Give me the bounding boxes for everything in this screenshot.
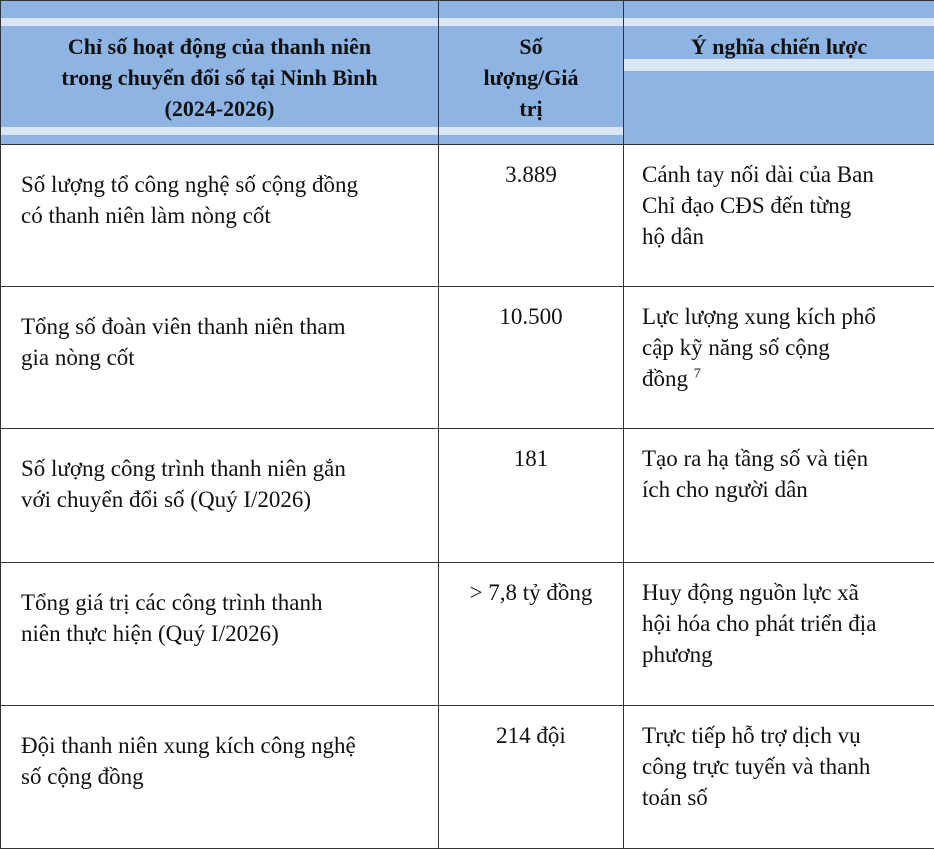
indicator-cell: Đội thanh niên xung kích công nghệ số cộng đồng	[1, 706, 439, 849]
header-indicator: Chỉ số hoạt động của thanh niên trong chuyển đổi số tại Ninh Bình (2024-2026)	[1, 1, 439, 145]
table-row	[1, 706, 934, 849]
value-cell: 3.889	[439, 145, 624, 287]
footnote-marker: 7	[694, 366, 701, 381]
table-row	[1, 563, 934, 706]
value-cell: 181	[439, 429, 624, 563]
indicator-cell: Tổng số đoàn viên thanh niên tham gia nòng cốt	[1, 287, 439, 429]
value-cell: > 7,8 tỷ đồng	[439, 563, 624, 706]
meaning-cell: Trực tiếp hỗ trợ dịch vụ công trực tuyến và thanh toán số	[624, 706, 934, 849]
indicator-cell: Tổng giá trị các công trình thanh niên thực hiện (Quý I/2026)	[1, 563, 439, 706]
value-cell: 10.500	[439, 287, 624, 429]
meaning-cell: Cánh tay nối dài của Ban Chỉ đạo CĐS đến từng hộ dân	[624, 145, 934, 287]
header-meaning: Ý nghĩa chiến lược	[624, 1, 934, 145]
meaning-cell: Tạo ra hạ tầng số và tiện ích cho người dân	[624, 429, 934, 563]
table-row	[1, 429, 934, 563]
header-row	[1, 1, 934, 145]
meaning-cell: Huy động nguồn lực xã hội hóa cho phát triển địa phương	[624, 563, 934, 706]
table-row	[1, 287, 934, 429]
indicator-cell: Số lượng tổ công nghệ số cộng đồng có thanh niên làm nòng cốt	[1, 145, 439, 287]
indicator-cell: Số lượng công trình thanh niên gắn với chuyển đổi số (Quý I/2026)	[1, 429, 439, 563]
value-cell: 214 đội	[439, 706, 624, 849]
header-value: Số lượng/Giá trị	[439, 1, 624, 145]
meaning-cell: Lực lượng xung kích phổ cập kỹ năng số cộng đồng $^7$	[624, 287, 934, 429]
table-row	[1, 145, 934, 287]
